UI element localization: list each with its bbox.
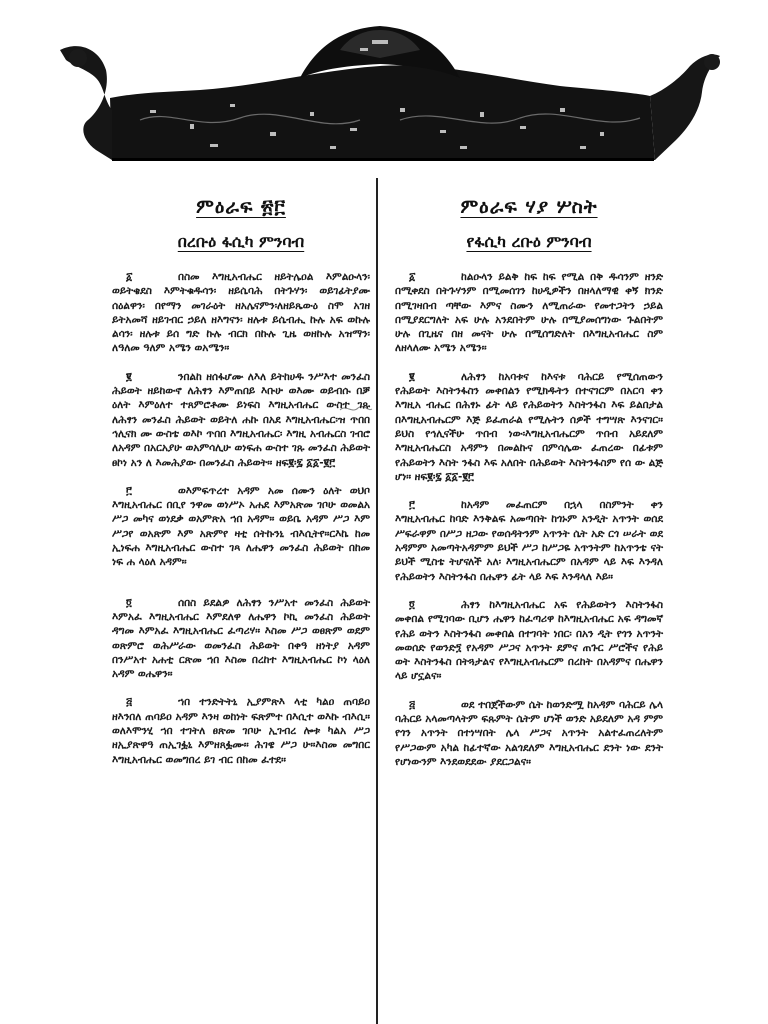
right-column bbox=[395, 186, 663, 783]
paragraph-number: ፫ bbox=[126, 484, 132, 497]
paragraph-text: በስመ እግዚአብሔር ዘይትሌዐል እምልዑላን፡ ወይትቄደስ እምትቁዱሳን፡ ዘይሴባሕ በትጉሃን፡ ወይገፊትያሙ ሰዕልዋን፡ በየማን መገራዕት ዘአሌናምን፡ለዘይጼውዕ ስሞ አገዘ ይትአመሻ ዘይገብር ኃይለ ዘእግናን፡ ዘሉቱ ይሴብሒ ኩሉ አፍ ወኩሉ ልሳን፡ ዘሉቱ ይሰ ግድ ኩሉ ብርክ በኩሉ ጊዜ ወዘኩሉ አዝማን፡ ለዓለመ ዓለም አሜን ወአሜን። bbox=[112, 271, 370, 355]
paragraph-number: ፭ bbox=[126, 696, 132, 709]
right-column-subtitle: የፋሲካ ረቡዕ ምንባብ bbox=[466, 232, 592, 251]
paragraph-number: ፭ bbox=[409, 698, 415, 711]
right-paragraph-4 bbox=[395, 598, 663, 684]
paragraph-text: ሰበስ ይደልዎ ለሕፃን ንሥአተ መንፈስ ሕይወት እምአፈ እግዚአብሔር እምደለዋ ለሔዋን ኮኪ መንፈስ ሕይወት ዳግመ እምአፈ እግዚአብሔር ፈጣሪሃ። እስመ ሥጋ ወፀጽም ወደም ወጽምሮ ወሕሥራው ወመንፈስ ሕይወት በቀዓ ዘነትያ አዳም በንሥአተ አሐቲ ርጽመ ኀበ እስመ በረከተ እግዚአብሔር ኮነ ላዕለ አዳም ወሔዋን። bbox=[112, 596, 370, 681]
right-paragraph-1 bbox=[395, 270, 663, 356]
left-column-title: ምዕራፍ ፳፫ bbox=[196, 196, 286, 218]
paragraph-text: ሕፃን ከእግዚአብሔር አፍ የሕይወትን እስትንፋስ መቀበል የሚገባው ቢሆን ሔዋን ከፈጣሪዋ ከእግዚአብሔር አፍ ዳግመኛ የሕይ ወትን እስትንፋስ መቀበል በተገባት ነበር፡ በአን ዲት የጎን አጥንት መወሰድ የወንድ፺ የአዳም ሥጋና አጥንት ደምና ጠጉር ሥሮችና የሕይ ወት እስትንፋስ በትጓታልና የእግዚአብሔርም በረከት በአዳምና በሔዋን ላይ ሆኗልና። bbox=[395, 598, 663, 683]
paragraph-text: ወእምፍጥረተ አዳም አመ ሰሙን ዕለት ወህቦ እግዚአብሔር በቢየ ንዋመ ወነሥኦ አሐደ እምአጽመ ገቦሁ ወመልአ ሥጋ መካና ወነደቃ ወአምጽአ ኀበ አዳም። ወይቤ አዳም ሥጋ እም ሥጋየ ወአጽም እም አጽምየ ዛቲ ሰትኩንኒ ብእሲትየ።ርእኬ ከመ ኢነፍሐ እግዚአብሔር ውስተ ገጻ ለሔዋን መንፈስ ሕይወት በከመ ነፍ ሐ ላዕለ አዳም። bbox=[112, 484, 370, 569]
left-paragraph-1 bbox=[112, 270, 370, 356]
paragraph-text: ለሕፃን ከአባቱና ከእናቱ ባሕርይ የሚሰጠውን የሕይወት እስትንፋስን መቀበልን የሚክዱትን በተናገርም በአርባ ቀን እግዚአ ብሔር በሕፃኑ ፊት ላይ የሕይወትን እስትንፋስ እፍ ይልበታል በእግዚአብሔርም እጅ ይፈጠራል የሚሉትን ሰዎች ተግሣጽ እንናገር። ይህስ የኅሊናችሁ ጥበብ ነው፡እግዚአብሔርም ጥበብ አይደለም እግዚአብሔርስ አዳምን በመልኩና በምሳሌው ፈጠረው በፊቱም የሕይወትን እስት ንፋስ እፍ አለበት በሕይወት እስትንፋስም የሰ ው ልጅ ሆነ። ዘፍ፪፡፯ ፩፩-፪፫ bbox=[395, 370, 663, 483]
left-paragraph-5 bbox=[112, 695, 370, 766]
paragraph-number: ፪ bbox=[409, 370, 415, 383]
right-paragraph-2 bbox=[395, 370, 663, 484]
decorative-header-carving bbox=[0, 0, 768, 170]
paragraph-number: ፩ bbox=[409, 271, 416, 283]
column-divider bbox=[376, 178, 378, 1024]
left-column bbox=[112, 186, 370, 781]
paragraph-number: ፬ bbox=[126, 596, 132, 609]
paragraph-text: ከአዳም መፈጠርም በኋላ በስምንት ቀን እግዚአብሔር ከባድ እንቅልፍ አመጣበት ከጎኑም አንዲት አጥንት ወሰደ ሥፍራዋም በሥጋ ዘጋው የወሰዳትንም አጥንት ሴት አድ ርጎ ሠራት ወደ አዳምም አመጣትአዳምም ይህች ሥጋ ከሥጋዬ አጥንትም ከአጥንቴ ናት ይህች ሚስቴ ትሆናለች አለ፡ እግዚአብሔርም በአዳም ላይ እፍ እንዳለ የሕይወትን እስትንፋስ በሔዋን ፊት ላይ እፍ እንዳላለ እይ። bbox=[395, 499, 663, 583]
right-column-title: ምዕራፍ ሃያ ሦስት bbox=[460, 196, 598, 218]
paragraph-text: ወደ ተበጀችውም ሴት ከወንድሟ ከአዳም ባሕርይ ሌላ ባሕርይ አላመጣላትም ፍጹምት ሴትም ሆነች ወንድ አይደለም አዳ ምም የጎን አጥንት በተነሣበት ሌላ ሥጋና አጥንት አልተፈጠረለትም የሥጋውም አካል ከፊተኛው አልጎደለም እግዚአብሔር ደንት ነው ደንት የሆነውንም እንደወደደው ያደርጋልና። bbox=[395, 698, 663, 768]
left-column-subtitle: በረቡዕ ፋሲካ ምንባብ bbox=[177, 232, 305, 251]
left-paragraph-3 bbox=[112, 484, 370, 570]
paragraph-text: ንበልከ ዘሰፋሆሙ ለእለ ይትከሀዱ ንሥእተ መንፈስ ሕይወት ዘይከውኖ ለሕፃን እምጠበይ እቡሁ ወእሙ ወይብሱ በቓ ዕለት እምዕለተ ተጸምሮቶሙ ይነፍስ እግዚአብሔር ውስተ ገጹ ለሕፃን መንፈስ ሕይወት ወይትለ ሐኩ በአደ እግዚአብሔር፡ዝ ጥበበ ኅሊናክ ሙ ውስቴ ወእኮ ጥበበ እግዚአብሔር፡ እግዚ አብሔርስ ገብሮ ለአዳም በአርአያሁ ወአምሳሊሁ ወነፍሐ ውስተ ገጹ መንፈስ ሕይወት ፀኮነ አን ለ እመሕያው በመንፈስ ሕይወት። ዘፍ፪፡፯ ፩፩-፪፫ bbox=[112, 370, 370, 469]
left-paragraph-4 bbox=[112, 596, 370, 682]
paragraph-text: ከልዑላን ይልቅ ከፍ ከፍ የሚል በቅ ዱሳንም ዘንድ በሚቀደስ በትጉሃንም በሚመሰገን ከሀዲዎችን በዘላለማዊ ቀኝ ክንድ በሚገዛበብ ጣቸው እምና ስሙን ለሚጠራው የመተጋትን ኃይል በሚያደርግለት አፍ ሁሉ አንደበትም ሁሉ በሚያመሰግነው ጉልበትም ሁሉ በጊዜና በዘ መናት ሁሉ በሚሰግድለት በእግዚአብሔር ስም ለዘላለሙ አሜን አሜን። bbox=[395, 271, 663, 355]
paragraph-number: ፩ bbox=[126, 271, 133, 283]
left-paragraph-2 bbox=[112, 370, 370, 470]
paragraph-number: ፪ bbox=[126, 370, 132, 383]
paragraph-text: ኀበ ተንድትትኒ ኢያምጽእ ላቲ ካልዐ ጠባይዐ ዘእንበለ ጠባይዐ አዳም እንዛ ወከነት ፍጽምተ በእሲተ ወእኩ ብእሲ። ወለእሞንሂ ኀበ ተገትለ ፀጽመ ገቦሁ ኢገብረ ሎቱ ካልአ ሥጋ ዘኢያጽዋዓ ጠኢገፏኒ እምዘጸፏሙ። ሕገዌ ሥጋ ሁ።እስመ መግበር እግዚአብሔር ወመግበረ ይገ ብር በከመ ፈተደ። bbox=[112, 696, 370, 766]
right-paragraph-5 bbox=[395, 698, 663, 769]
right-paragraph-3 bbox=[395, 498, 663, 584]
paragraph-number: ፬ bbox=[409, 598, 415, 611]
paragraph-number: ፫ bbox=[409, 499, 415, 512]
